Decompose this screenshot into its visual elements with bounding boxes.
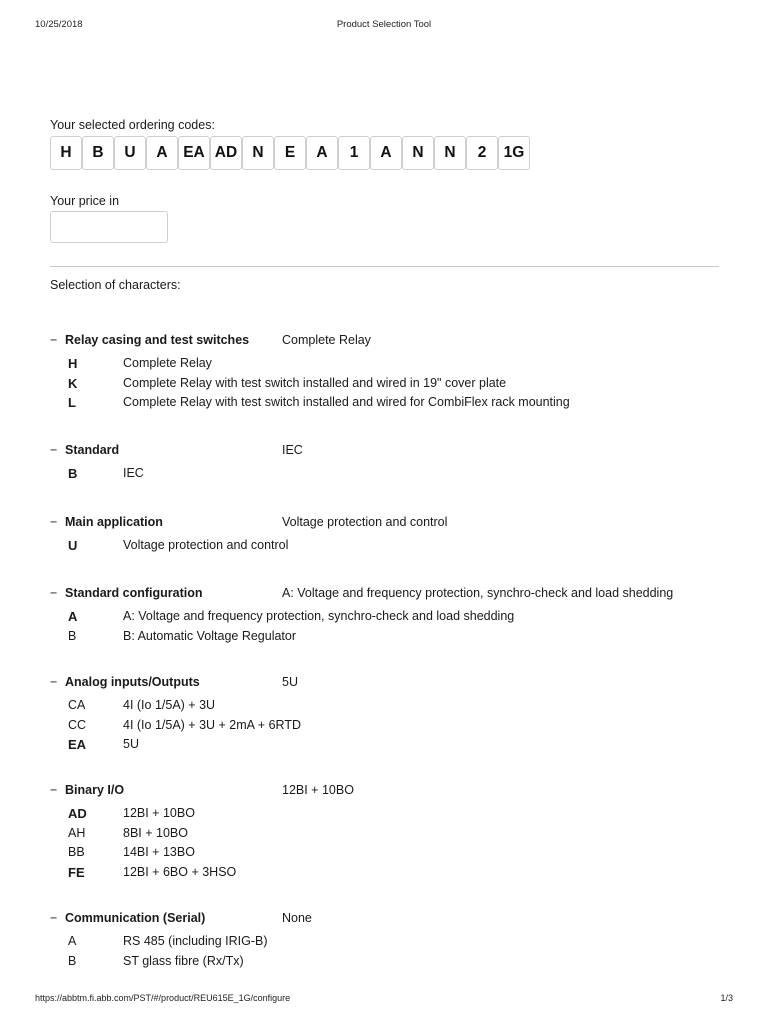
collapse-icon[interactable]: −: [50, 675, 58, 689]
option-list: [50, 535, 740, 558]
option-list: [50, 606, 740, 648]
option-item[interactable]: [50, 538, 740, 558]
ordering-code-cell: 1: [338, 136, 370, 170]
option-list: [50, 931, 740, 973]
option-description: ST glass fibre (Rx/Tx): [123, 953, 244, 968]
option-item[interactable]: [50, 376, 740, 396]
section-header[interactable]: [50, 333, 740, 353]
option-list: [50, 803, 740, 884]
option-code: FE: [68, 864, 85, 880]
section-header[interactable]: [50, 783, 740, 803]
character-section: [50, 911, 740, 973]
section-selected-value: 5U: [282, 675, 298, 689]
option-code: AD: [68, 806, 87, 821]
character-section: [50, 675, 740, 757]
section-selected-value: 12BI + 10BO: [282, 783, 354, 797]
section-selected-value: None: [282, 911, 312, 925]
price-input[interactable]: [50, 211, 168, 243]
option-description: Voltage protection and control: [123, 538, 289, 552]
ordering-code-cell: A: [370, 136, 402, 170]
section-title: Main application: [65, 515, 163, 529]
option-item[interactable]: [50, 934, 740, 954]
character-section: [50, 515, 740, 558]
section-title: Analog inputs/Outputs: [65, 675, 200, 689]
option-item[interactable]: [50, 954, 740, 974]
option-item[interactable]: [50, 826, 740, 846]
option-item[interactable]: [50, 629, 740, 649]
option-item[interactable]: [50, 395, 740, 415]
ordering-code-cell: N: [402, 136, 434, 170]
option-item[interactable]: [50, 737, 740, 757]
option-description: RS 485 (including IRIG-B): [123, 934, 268, 948]
ordering-code-cell: B: [82, 136, 114, 170]
section-selected-value: Voltage protection and control: [282, 515, 448, 529]
price-label: Your price in: [50, 194, 120, 208]
ordering-codes-row: [50, 136, 530, 170]
ordering-code-cell: A: [146, 136, 178, 170]
option-code: B: [68, 466, 78, 481]
option-description: 5U: [123, 737, 139, 751]
option-item[interactable]: [50, 609, 740, 629]
ordering-code-cell: EA: [178, 136, 210, 170]
option-description: 4I (Io 1/5A) + 3U: [123, 698, 216, 712]
option-description: A: Voltage and frequency protection, synchro-check and load shedding: [123, 609, 515, 623]
option-code: K: [68, 375, 78, 391]
print-footer: [35, 993, 733, 1007]
option-description: Complete Relay with test switch installed and wired in 19" cover plate: [123, 375, 507, 390]
option-description: Complete Relay with test switch installed and wired for CombiFlex rack mounting: [123, 395, 570, 409]
option-description: Complete Relay: [123, 356, 212, 370]
option-description: 12BI + 6BO + 3HSO: [123, 864, 237, 879]
section-header[interactable]: [50, 443, 740, 463]
section-title: Standard configuration: [65, 586, 203, 600]
option-description: 8BI + 10BO: [123, 825, 188, 840]
option-code: CA: [68, 698, 86, 712]
section-title: Standard: [65, 443, 120, 457]
option-description: IEC: [123, 466, 144, 480]
collapse-icon[interactable]: −: [50, 443, 58, 457]
option-code: B: [68, 953, 77, 968]
collapse-icon[interactable]: −: [50, 515, 58, 529]
option-item[interactable]: [50, 466, 740, 486]
option-code: A: [68, 609, 78, 624]
option-list: [50, 463, 740, 486]
collapse-icon[interactable]: −: [50, 586, 58, 600]
ordering-code-cell: U: [114, 136, 146, 170]
option-code: A: [68, 934, 77, 948]
option-code: U: [68, 538, 78, 553]
ordering-code-cell: A: [306, 136, 338, 170]
option-code: AH: [68, 825, 86, 840]
option-item[interactable]: [50, 718, 740, 738]
page-number: 1/3: [720, 993, 733, 1003]
option-code: L: [68, 395, 76, 410]
ordering-codes-label: Your selected ordering codes:: [50, 118, 215, 132]
section-header[interactable]: [50, 675, 740, 695]
selection-label: Selection of characters:: [50, 278, 181, 292]
character-section: [50, 783, 740, 884]
option-code: H: [68, 356, 78, 371]
option-list: [50, 353, 740, 415]
print-url: https://abbtm.fi.abb.com/PST/#/product/REU615E_1G/configure: [35, 993, 291, 1003]
option-item[interactable]: [50, 356, 740, 376]
character-section: [50, 586, 740, 648]
print-date: 10/25/2018: [35, 19, 83, 30]
option-item[interactable]: [50, 698, 740, 718]
collapse-icon[interactable]: −: [50, 333, 58, 347]
option-code: EA: [68, 737, 87, 752]
option-description: 12BI + 10BO: [123, 806, 195, 820]
divider: [50, 266, 719, 267]
section-header[interactable]: [50, 911, 740, 931]
section-selected-value: A: Voltage and frequency protection, synchro-check and load shedding: [282, 586, 674, 600]
section-header[interactable]: [50, 515, 740, 535]
option-description: 4I (Io 1/5A) + 3U + 2mA + 6RTD: [123, 717, 301, 732]
print-header: [35, 19, 733, 33]
ordering-code-cell: 1G: [498, 136, 530, 170]
ordering-code-cell: 2: [466, 136, 498, 170]
print-title: Product Selection Tool: [336, 19, 432, 30]
character-section: [50, 443, 740, 486]
option-description: 14BI + 13BO: [123, 845, 195, 859]
section-selected-value: IEC: [282, 443, 303, 457]
option-description: B: Automatic Voltage Regulator: [123, 628, 297, 643]
section-title: Relay casing and test switches: [65, 333, 250, 347]
section-title: Communication (Serial): [65, 911, 206, 925]
ordering-code-cell: E: [274, 136, 306, 170]
collapse-icon[interactable]: −: [50, 911, 58, 925]
option-code: CC: [68, 717, 87, 732]
option-item[interactable]: [50, 865, 740, 885]
ordering-code-cell: N: [434, 136, 466, 170]
character-section: [50, 333, 740, 415]
option-item[interactable]: [50, 845, 740, 865]
collapse-icon[interactable]: −: [50, 783, 58, 797]
option-item[interactable]: [50, 806, 740, 826]
ordering-code-cell: AD: [210, 136, 242, 170]
ordering-code-cell: H: [50, 136, 82, 170]
option-list: [50, 695, 740, 757]
section-header[interactable]: [50, 586, 740, 606]
option-code: BB: [68, 845, 85, 859]
option-code: B: [68, 628, 77, 643]
ordering-code-cell: N: [242, 136, 274, 170]
section-selected-value: Complete Relay: [282, 333, 371, 347]
section-title: Binary I/O: [65, 783, 125, 797]
